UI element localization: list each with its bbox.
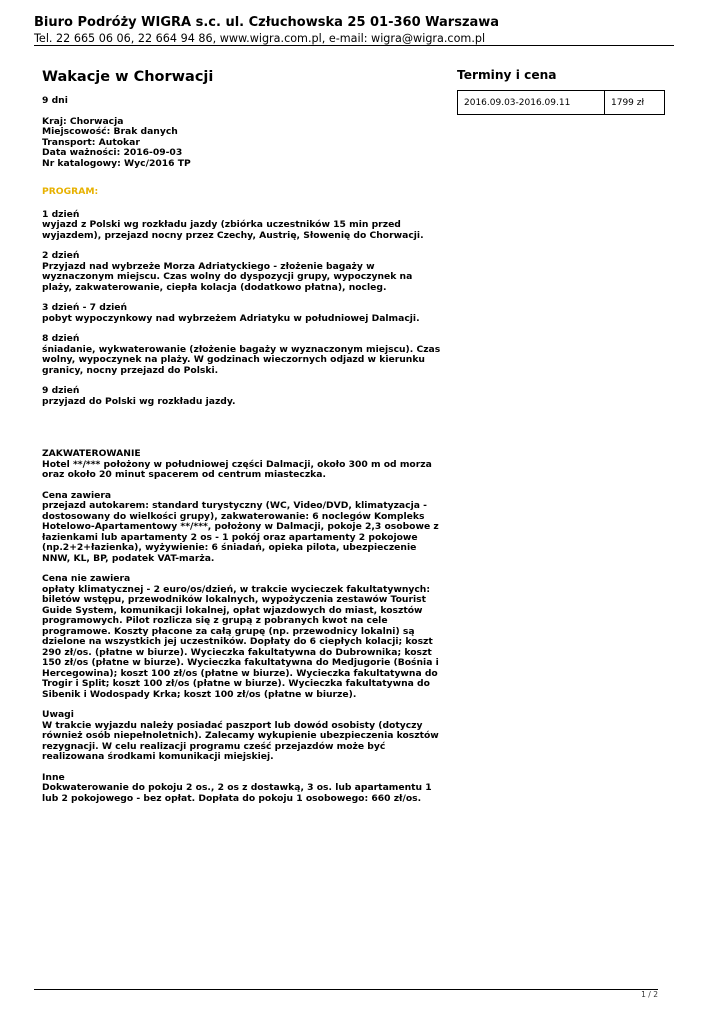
offer-details (42, 117, 442, 170)
program-day-title: 1 dzień (42, 208, 80, 220)
section-heading: Cena zawiera (42, 489, 112, 501)
document-header (34, 15, 674, 46)
detail-country: Kraj: Chorwacja (42, 115, 124, 127)
detail-catalog-number: Nr katalogowy: Wyc/2016 TP (42, 157, 191, 169)
section-price-includes (42, 491, 442, 565)
program-day-text: Przyjazd nad wybrzeże Morza Adriatyckiego - złożenie bagaży w wyznaczonym miejscu. Czas wolny do dyspozycji grupy, wypoczynek na plaży, zakwaterowanie, ciepła kolacja (dodatkowo płatna), nocleg. (42, 260, 413, 293)
program-day (42, 251, 442, 293)
terms-table (457, 90, 665, 115)
section-heading: ZAKWATEROWANIE (42, 448, 141, 459)
section-accommodation (42, 449, 442, 481)
program-label: PROGRAM: (42, 186, 99, 197)
detail-location: Miejscowość: Brak danych (42, 126, 178, 137)
detail-transport: Transport: Autokar (42, 136, 140, 148)
header-divider (34, 45, 674, 46)
offer-duration: 9 dni (42, 95, 68, 106)
program-day-title: 9 dzień (42, 385, 80, 396)
company-name: Biuro Podróży WIGRA s.c. ul. Człuchowska 25 01-360 Warszawa (34, 15, 500, 30)
section-text: Hotel **/*** położony w południowej części Dalmacji, około 300 m od morza oraz około 20 minut spacerem od centrum miasteczka. (42, 458, 432, 480)
footer-divider (34, 989, 658, 990)
terms-panel (457, 68, 665, 115)
company-contact: Tel. 22 665 06 06, 22 664 94 86, www.wigra.com.pl, e-mail: wigra@wigra.com.pl (34, 32, 486, 45)
program-day (42, 334, 442, 376)
program-day-title: 2 dzień (42, 250, 80, 261)
program-day-title: 8 dzień (42, 333, 80, 344)
program-day-title: 3 dzień - 7 dzień (42, 302, 128, 313)
term-price: 1799 zł (605, 91, 665, 115)
section-notes (42, 710, 442, 763)
program-day (42, 303, 442, 324)
section-heading: Uwagi (42, 709, 74, 720)
page-number: 1 / 2 (641, 990, 658, 999)
section-heading: Cena nie zawiera (42, 573, 131, 584)
section-text: W trakcie wyjazdu należy posiadać paszport lub dowód osobisty (dotyczy również osób niepełnoletnich). Zalecamy wykupienie ubezpieczenia kosztów rezygnacji. W celu realizacji programu cześć przejazdów może być realizowana środkami komunikacji miejskiej. (42, 719, 439, 762)
program-day-text: śniadanie, wykwaterowanie (złożenie bagaży w wyznaczonym miejscu). Czas wolny, wypoczynek na plaży. W godzinach wieczornych odjazd w kierunku granicy, nocny przejazd do Polski. (42, 343, 441, 376)
table-row (458, 91, 665, 115)
terms-heading: Terminy i cena (457, 68, 557, 82)
offer-content (42, 68, 442, 814)
section-text: przejazd autokarem: standard turystyczny (WC, Video/DVD, klimatyzacja - dostosowany do wielkości grupy), zakwaterowanie: 6 noclegów Kompleks Hotelowo-Apartamentowy **/***, położony w Dalmacji, pokoje 2,3 osobowe z łazienkami lub apartamenty 2 os - 1 pokój oraz apartamenty 2 pokojowe (np.2+2+łazienka), wyżywienie: 6 śniadań, opieka pilota, ubezpieczenie NNW, KL, BP, podatek VAT-marża. (42, 500, 439, 564)
detail-valid-date: Data ważności: 2016-09-03 (42, 147, 183, 158)
section-text: Dokwaterowanie do pokoju 2 os., 2 os z dostawką, 3 os. lub apartamentu 1 lub 2 pokojowego - bez opłat. Dopłata do pokoju 1 osobowego: 660 zł/os. (42, 782, 432, 804)
program-day-text: wyjazd z Polski wg rozkładu jazdy (zbiórka uczestników 15 min przed wyjazdem), przejazd nocny przez Czechy, Austrię, Słowenię do Chorwacji. (42, 219, 424, 241)
program-day-text: pobyt wypoczynkowy nad wybrzeżem Adriatyku w południowej Dalmacji. (42, 312, 420, 324)
section-heading: Inne (42, 771, 65, 783)
program-day-text: przyjazd do Polski wg rozkładu jazdy. (42, 395, 236, 407)
program-day (42, 386, 442, 407)
section-price-excludes (42, 574, 442, 700)
page-title: Wakacje w Chorwacji (42, 69, 214, 85)
term-date: 2016.09.03-2016.09.11 (458, 91, 605, 115)
program-day (42, 210, 442, 242)
section-other (42, 773, 442, 805)
section-text: opłaty klimatycznej - 2 euro/os/dzień, w trakcie wycieczek fakultatywnych: biletów wstępu, przewodników lokalnych, wypożyczenia zestawów Tourist Guide System, komunikacji lokalnej, opłat wjazdowych do miast, kosztów programowych. Pilot rozlicza się z grupą z pobranych kwot na cele programowe. Koszty płacone za całą grupę (np. przewodnicy lokalni) są dzielone na wszystkich jej uczestników. Dopłaty do 6 ciepłych kolacji; koszt 290 zł/os. (płatne w biurze). Wycieczka fakultatywna do Dubrownika; koszt 150 zł/os (płatne w biurze). Wycieczka fakultatywna do Medjugorie (Bośnia i Hercegowina); koszt 100 zł/os (płatne w biurze). Wycieczka fakultatywna do Trogir i Split; koszt 100 zł/os (płatne w biurze). Wycieczka fakultatywna do Sibenik i Wodospady Krka; koszt 100 zł/os (płatne w biurze). (42, 583, 439, 700)
